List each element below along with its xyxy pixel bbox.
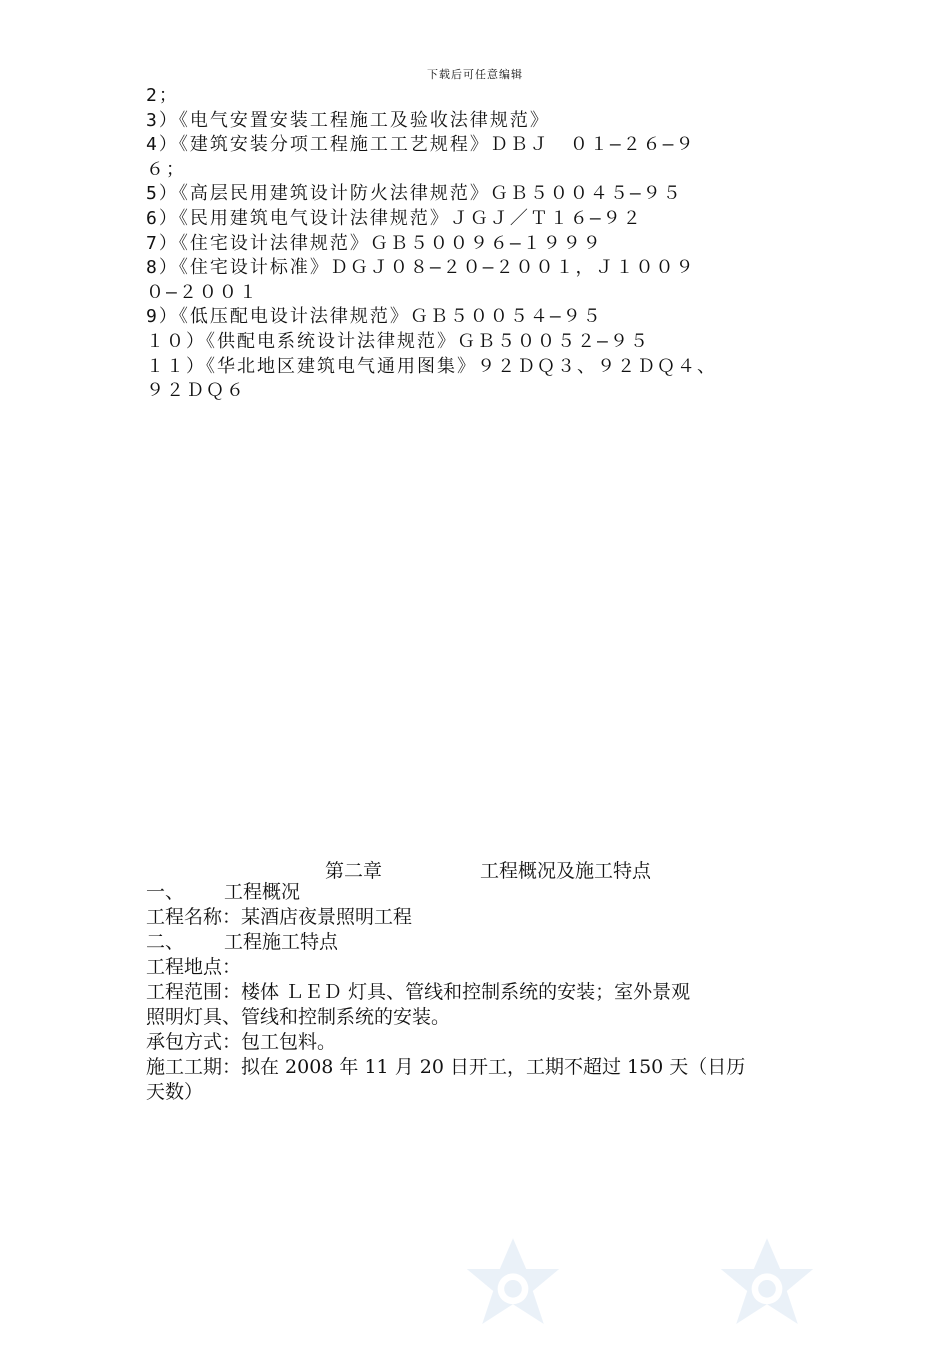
chapter-title: 工程概况及施工特点 [480, 860, 652, 882]
construction-period-line: 天数） [146, 1081, 204, 1103]
reference-line: 8）《住宅设计标准》ＤＧＪ０８—２０—２００１，Ｊ１００９ [146, 257, 696, 279]
section-heading [146, 880, 806, 905]
reference-line: １１）《华北地区建筑电气通用图集》９２ＤＱ３、９２ＤＱ４、 [146, 355, 717, 377]
reference-line: １０）《供配电系统设计法律规范》ＧＢ５００５２—９５ [146, 330, 650, 352]
construction-period-line: 施工工期：拟在 2008 年 11 月 20 日开工，工期不超过 150 天（日历 [146, 1056, 746, 1078]
watermark-flower-icon [712, 1236, 822, 1346]
reference-line: ０—２００１ [146, 281, 259, 303]
reference-list [146, 84, 806, 404]
chapter-number: 第二章 [325, 860, 383, 882]
reference-line: 6）《民用建筑电气设计法律规范》ＪＧＪ／Ｔ１６—９２ [146, 207, 643, 229]
section-title: 工程概况 [224, 881, 301, 903]
project-name: 工程名称：某酒店夜景照明工程 [146, 906, 413, 928]
reference-line: 4）《建筑安装分项工程施工工艺规程》ＤＢＪ ０１—２６—９ [146, 134, 696, 156]
reference-line: 2； [146, 85, 179, 106]
reference-line: 9）《低压配电设计法律规范》ＧＢ５００５４—９５ [146, 306, 603, 328]
header-note: 下载后可任意编辑 [427, 68, 523, 81]
reference-line: ９２ＤＱ６ [146, 380, 246, 402]
reference-line: 5）《高层民用建筑设计防火法律规范》ＧＢ５００４５—９５ [146, 183, 683, 205]
project-scope-line: 照明灯具、管线和控制系统的安装。 [146, 1006, 451, 1028]
contract-method: 承包方式：包工包料。 [146, 1031, 337, 1053]
chapter-heading [0, 856, 950, 882]
section-title: 工程施工特点 [224, 931, 339, 953]
reference-line: 7）《住宅设计法律规范》ＧＢ５００９６—１９９９ [146, 232, 603, 254]
section-number: 二、 [146, 931, 185, 953]
project-overview [146, 880, 806, 1105]
project-scope-line: 工程范围：楼体 ＬＥＤ 灯具、管线和控制系统的安装；室外景观 [146, 981, 691, 1003]
reference-line: 3）《电气安置安装工程施工及验收法律规范》 [146, 109, 550, 131]
project-location: 工程地点： [146, 956, 242, 978]
watermark-flower-icon [458, 1236, 568, 1346]
reference-line: ６； [146, 158, 186, 180]
section-heading [146, 930, 806, 955]
section-number: 一、 [146, 881, 185, 903]
